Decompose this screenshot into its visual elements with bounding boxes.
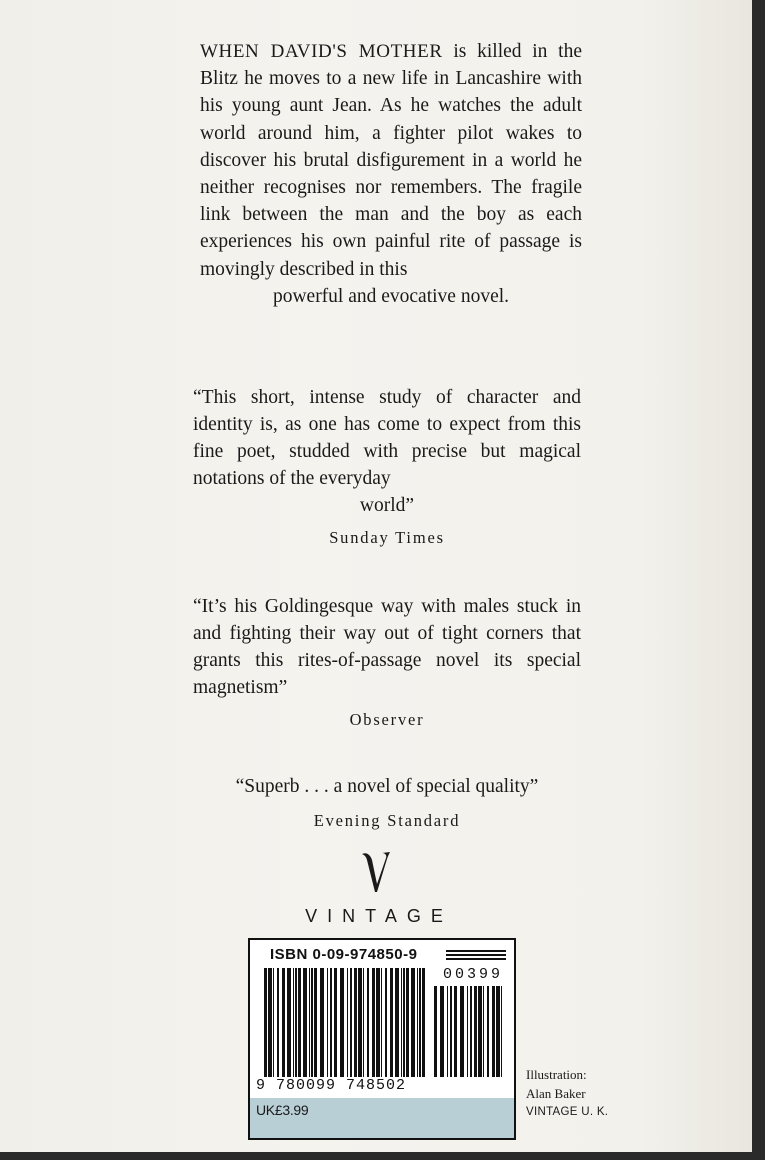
book-spine-edge <box>752 0 765 1160</box>
quote-source-evening-standard: Evening Standard <box>313 811 461 830</box>
credit-publisher: VINTAGE U. K. <box>526 1106 609 1118</box>
credit-artist: Alan Baker <box>526 1086 586 1101</box>
vintage-v-logo-icon <box>356 848 396 896</box>
price-strip <box>248 1098 516 1140</box>
quote-source-observer: Observer <box>349 710 425 729</box>
isbn-number: ISBN 0-09-974850-9 <box>270 946 418 963</box>
quote-text: “Superb . . . a novel of special quality” <box>235 776 539 797</box>
blurb-paragraph <box>200 38 582 310</box>
quote-last-line: world” <box>359 495 415 516</box>
price-label: UK£3.99 <box>256 1102 309 1118</box>
review-quote-sunday-times <box>193 384 581 519</box>
blurb-body: is killed in the Blitz he moves to a new life in Lancashire with his young aunt Jean. As he watches the adult world around him, a fighter pilot wakes to discover his brutal disfigurement in a world he neither recognises nor remembers. The fragile link between the man and the boy as each experiences his own painful rite of passage is movingly described in this <box>200 41 583 280</box>
credit-label: Illustration: <box>526 1067 587 1082</box>
barcode-addon-number: 00399 <box>442 966 503 983</box>
book-bottom-edge <box>0 1152 765 1160</box>
blurb-lead: WHEN DAVID'S MOTHER <box>200 41 443 62</box>
barcode-panel <box>248 938 516 1102</box>
publisher-name: VINTAGE <box>305 906 453 926</box>
review-quote-observer <box>193 593 581 701</box>
quote-text: “It’s his Goldingesque way with males stuck in and fighting their way out of tight corners that grants this rites-of-passage novel its special magnetism” <box>193 596 581 698</box>
isbn-rule-lines <box>446 950 506 964</box>
illustration-credit <box>526 1065 636 1122</box>
quote-text: “This short, intense study of character and identity is, as one has come to expect from this fine poet, studded with precise but magical notations of the everyday <box>193 387 581 489</box>
review-quote-evening-standard <box>193 773 581 800</box>
ean-barcode-bars <box>264 968 426 1086</box>
blurb-last-line: powerful and evocative novel. <box>272 285 510 307</box>
quote-source-sunday-times: Sunday Times <box>329 528 445 547</box>
addon-barcode-bars <box>434 986 506 1086</box>
ean-number: 9 780099 748502 <box>256 1077 508 1094</box>
